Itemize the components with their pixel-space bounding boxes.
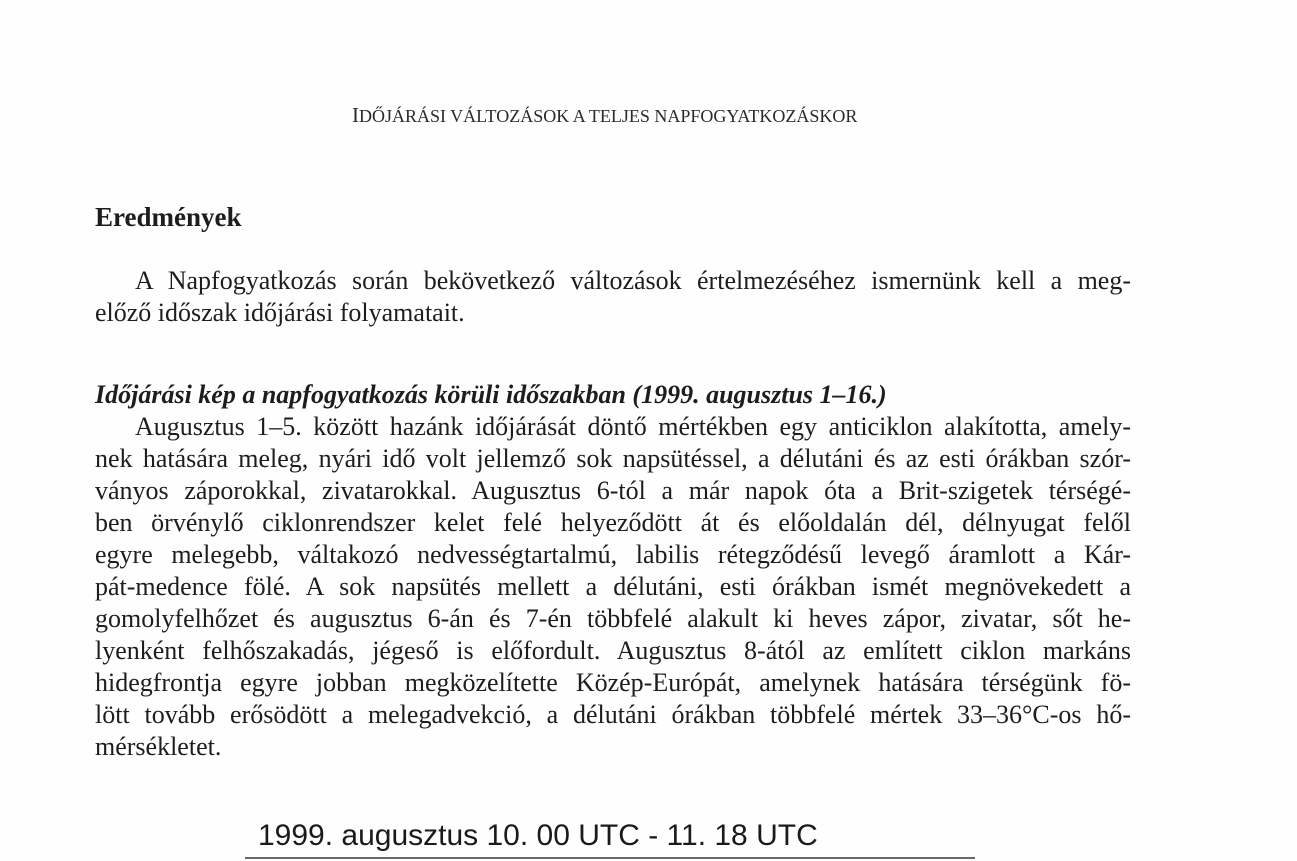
paragraph-line: ben örvénylő ciklonrendszer kelet felé helyeződött át és előoldalán dél, délnyugat felől — [95, 508, 1131, 537]
paragraph-line: pát-medence fölé. A sok napsütés mellett a délutáni, esti órákban ismét megnövekedett a — [95, 572, 1131, 601]
running-header: IDŐJÁRÁSI VÁLTOZÁSOK A TELJES NAPFOGYATKOZÁSKOR — [352, 103, 858, 127]
weather-overview-section — [95, 379, 1131, 763]
paragraph-line: nek hatására meleg, nyári idő volt jellemző sok napsütéssel, a délutáni és az esti órákban szór- — [95, 444, 1131, 473]
figure-caption: 1999. augusztus 10. 00 UTC - 11. 18 UTC — [258, 819, 818, 852]
paragraph-line: gomolyfelhőzet és augusztus 6-án és 7-én többfelé alakult ki heves zápor, zivatar, sőt he- — [95, 604, 1131, 633]
paragraph-line: lyenként felhőszakadás, jégeső is előfordult. Augusztus 8-ától az említett ciklon markáns — [95, 636, 1131, 665]
paragraph-line: ványos záporokkal, zivatarokkal. Augusztus 6-tól a már napok óta a Brit-szigetek térségé- — [95, 476, 1131, 505]
paragraph-line: A Napfogyatkozás során bekövetkező változások értelmezéséhez ismernünk kell a meg- — [135, 266, 1131, 295]
paragraph-line: előző időszak időjárási folyamatait. — [95, 298, 465, 327]
paragraph-line: lött tovább erősödött a melegadvekció, a délutáni órákban többfelé mértek 33–36°C-os hő- — [95, 700, 1131, 729]
paragraph-line: Augusztus 1–5. között hazánk időjárását döntő mértékben egy anticiklon alakította, amely- — [135, 412, 1131, 441]
section-heading: Eredmények — [95, 202, 242, 232]
paragraph-line: egyre melegebb, váltakozó nedvességtartalmú, labilis rétegződésű levegő áramlott a Kár- — [95, 540, 1131, 569]
subsection-heading: Időjárási kép a napfogyatkozás körüli időszakban (1999. augusztus 1–16.) — [95, 380, 887, 409]
paragraph-line: mérsékletet. — [95, 732, 222, 761]
intro-paragraph — [95, 265, 1131, 329]
figure-top-border — [245, 857, 975, 859]
paragraph-line: hidegfrontja egyre jobban megközelítette Közép-Európát, amelynek hatására térségünk fö- — [95, 668, 1131, 697]
